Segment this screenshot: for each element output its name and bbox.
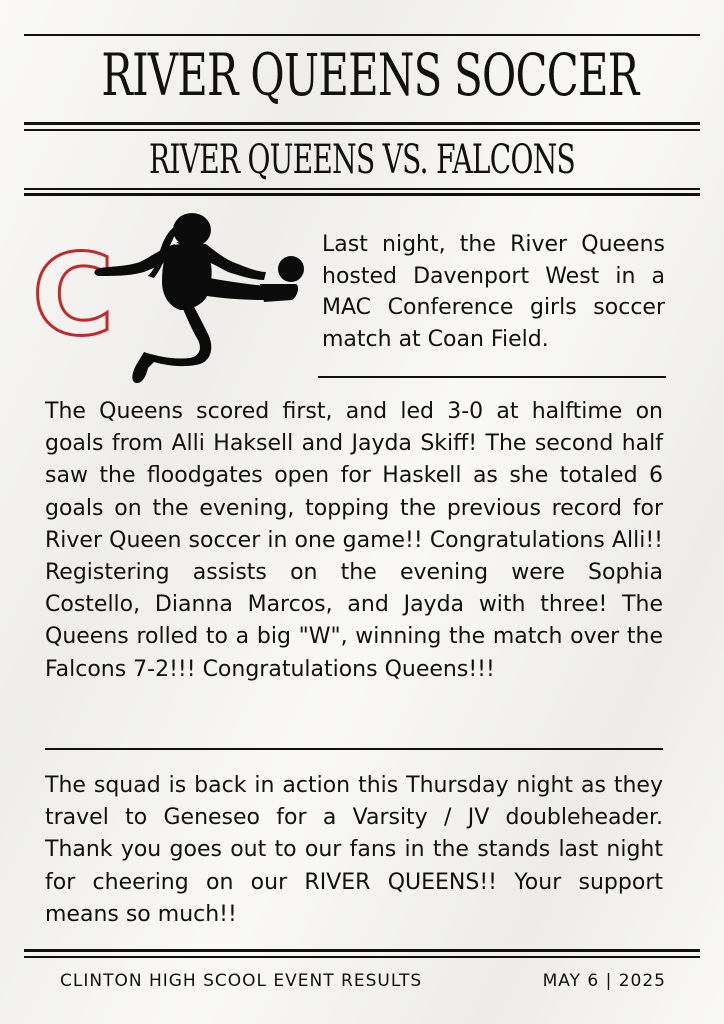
footer-rule-thin xyxy=(24,956,700,958)
article-intro: Last night, the River Queens hosted Davenport West in a MAC Conference girls soccer match at Coan Field. xyxy=(322,232,665,352)
masthead-rule-thick xyxy=(24,122,700,125)
soccer-player-icon xyxy=(30,206,310,390)
page-subtitle: RIVER QUEENS VS. FALCONS xyxy=(148,137,576,183)
article-body: The Queens scored first, and led 3-0 at halftime on goals from Alli Haksell and Jayda Skiff! The second half saw the floodgates open for Haskell as she totaled 6 goals on the evening, topping the previous record for River Queen soccer in one game!! Congratulations Alli!! Registering assists on the evening were Sophia Costello, Dianna Marcos, and Jayda with three! The Queens rolled to a big "W", winning the match over the Falcons 7-2!!! Congratulations Queens!!! xyxy=(45,399,663,682)
subhead-rule-thick xyxy=(24,193,700,196)
page-title: RIVER QUEENS SOCCER xyxy=(101,41,639,109)
intro-divider xyxy=(318,376,666,378)
body-divider xyxy=(45,748,663,750)
soccer-ball-icon xyxy=(278,256,304,282)
logo-c-icon: C xyxy=(32,231,115,361)
subhead-rule-thin xyxy=(24,188,700,190)
footer-rule-thick xyxy=(24,949,700,952)
footer-date: MAY 6 | 2025 xyxy=(542,971,666,991)
article-closing: The squad is back in action this Thursday night as they travel to Geneseo for a Varsity / JV doubleheader. Thank you goes out to our fans in the stands last night for cheering on our RIVER QUEENS!! Your support means so much!! xyxy=(45,773,663,927)
masthead-rule-thin xyxy=(24,129,700,131)
footer-school-label: CLINTON HIGH SCOOL EVENT RESULTS xyxy=(60,971,423,991)
